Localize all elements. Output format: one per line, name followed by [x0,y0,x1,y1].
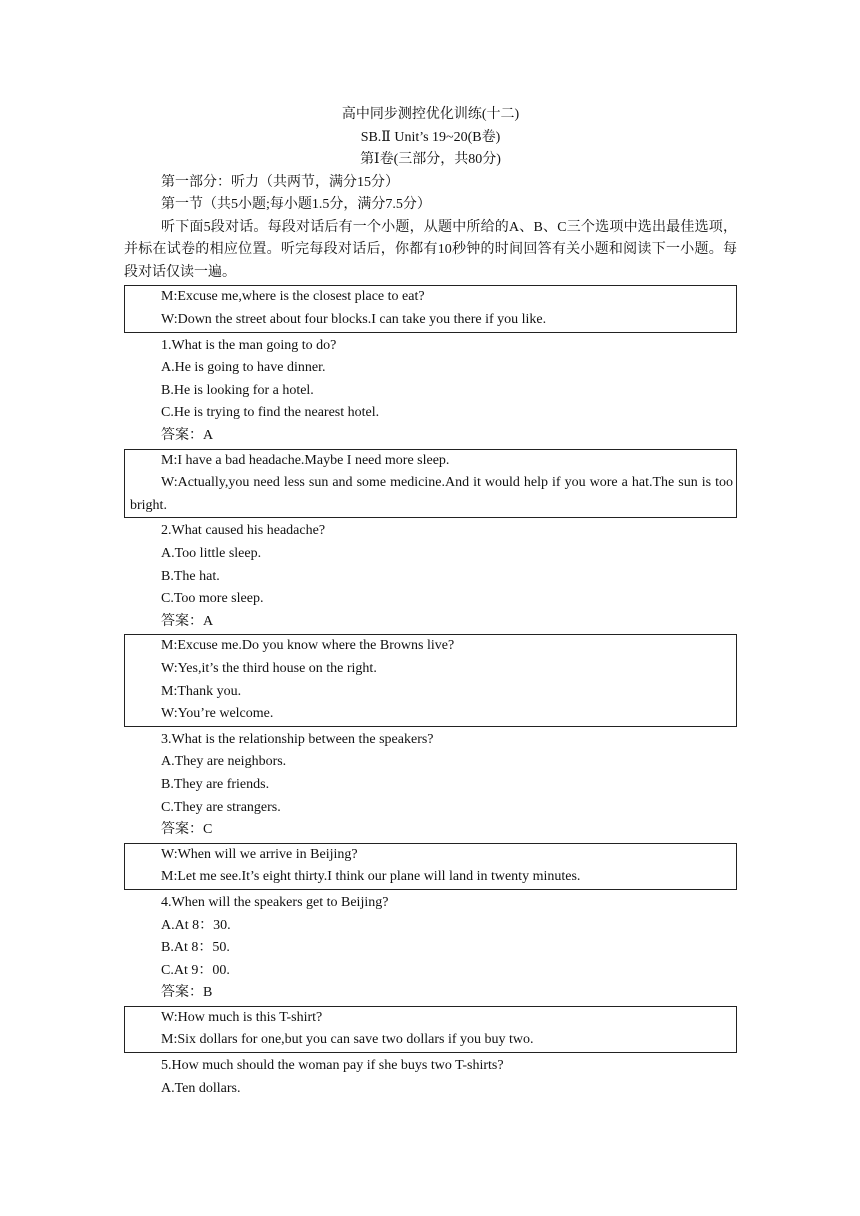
dialogue-line: M:Thank you. [161,683,242,699]
option: B.He is looking for a hotel. [161,382,314,398]
answer-1: 答案：A [161,428,214,444]
section-heading: 第一节（共5小题;每小题1.5分，满分7.5分） [161,197,431,213]
question-2: 2.What caused his headache? [161,523,326,539]
option: B.The hat. [161,568,220,584]
option: A.At 8：30. [161,917,231,933]
option: C.He is trying to find the nearest hotel. [161,405,380,421]
question-3: 3.What is the relationship between the speakers? [161,731,434,747]
dialogue-line: M:I have a bad headache.Maybe I need more sleep. [161,452,450,468]
dialogue-line: W:You’re welcome. [161,706,274,722]
option: C.At 9：00. [161,962,230,978]
answer-3: 答案：C [161,822,213,838]
question-1: 1.What is the man going to do? [161,337,337,353]
dialogue-box-1 [124,285,737,332]
dialogue-line: W:How much is this T-shirt? [161,1009,323,1025]
dialogue-line: W:When will we arrive in Beijing? [161,846,358,862]
answer-4: 答案：B [161,985,213,1001]
dialogue-line: W:Actually,you need less sun and some medicine.And it would help if you wore a hat.The sun is too bright. [130,475,733,513]
option: C.They are strangers. [161,799,281,815]
dialogue-line: W:Down the street about four blocks.I can take you there if you like. [161,312,547,328]
dialogue-line: W:Yes,it’s the third house on the right. [161,660,377,676]
question-4: 4.When will the speakers get to Beijing? [161,894,389,910]
option: A.He is going to have dinner. [161,360,326,376]
document-subtitle: SB.Ⅱ Unit’s 19~20(B卷) [360,129,501,145]
option: A.They are neighbors. [161,754,287,770]
question-5: 5.How much should the woman pay if she buys two T-shirts? [161,1058,504,1074]
volume-heading: 第Ⅰ卷(三部分，共80分) [360,152,501,167]
instructions: 听下面5段对话。每段对话后有一个小题，从题中所给的A、B、C三个选项中选出最佳选项，并标在试卷的相应位置。听完每段对话后，你都有10秒钟的时间回答有关小题和阅读下一小题。每段对话仅读一遍。 [124,219,737,280]
option: A.Too little sleep. [161,546,262,561]
option: B.At 8：50. [161,940,230,956]
document-page [124,104,737,1100]
dialogue-box-2 [124,449,737,519]
dialogue-box-4 [124,843,737,890]
part-heading: 第一部分：听力（共两节，满分15分） [161,174,399,190]
dialogue-box-5 [124,1006,737,1053]
dialogue-line: M:Six dollars for one,but you can save two dollars if you buy two. [161,1032,534,1048]
answer-2: 答案：A [161,613,214,629]
document-title: 高中同步测控优化训练(十二) [341,107,520,122]
dialogue-line: M:Excuse me.Do you know where the Browns live? [161,638,455,654]
dialogue-line: M:Excuse me,where is the closest place to eat? [161,289,425,305]
option: B.They are friends. [161,776,270,792]
option: A.Ten dollars. [161,1080,241,1096]
option: C.Too more sleep. [161,591,264,607]
dialogue-line: M:Let me see.It’s eight thirty.I think our plane will land in twenty minutes. [161,869,581,885]
dialogue-box-3 [124,634,737,726]
